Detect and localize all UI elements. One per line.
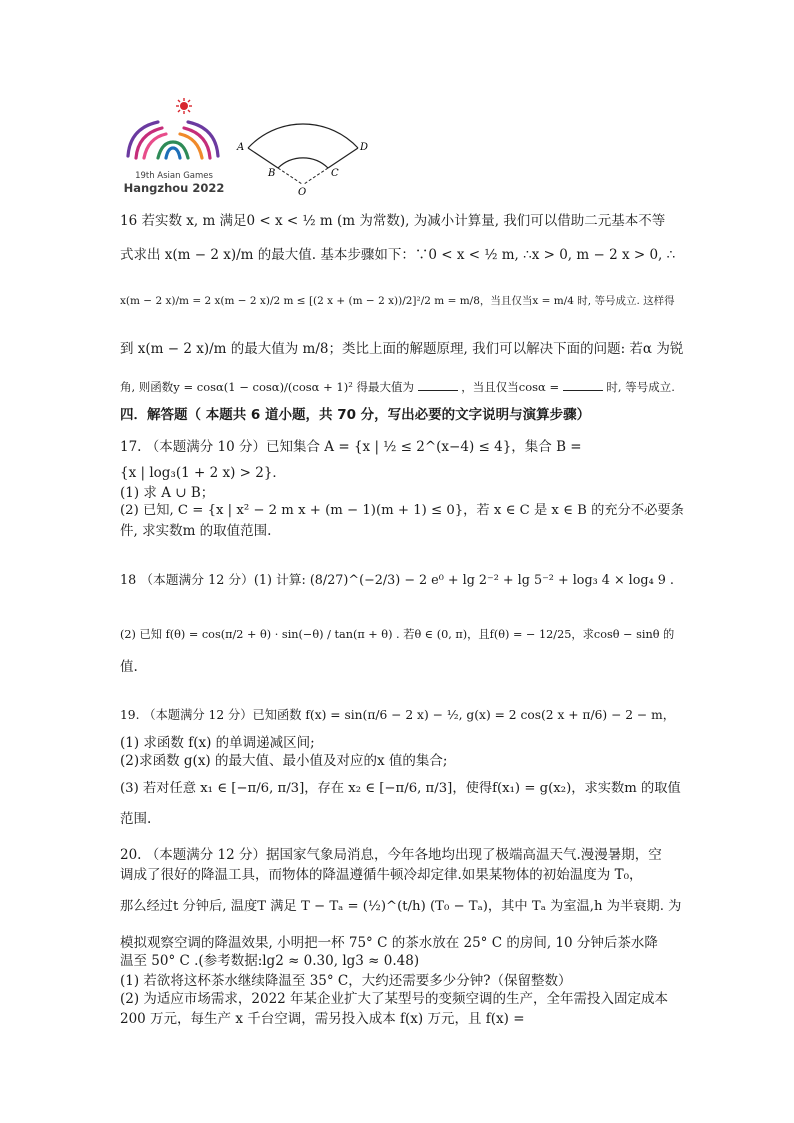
q20-line7: (2) 为适应市场需求，2022 年某企业扩大了某型号的变频空调的生产，全年需投入固定成本 (120, 991, 669, 1007)
point-label-d: D (360, 142, 369, 153)
q18-line2: (2) 已知 f(θ) = cos(π/2 + θ) · sin(−θ) / tan(π + θ) . 若θ ∈ (0, π)，且f(θ) = − 12/25，求cosθ − sinθ 的 (120, 628, 675, 641)
q16-line5-part-a: 角, 则函数y = cosα(1 − cosα)/(cosα + 1)² 得最大值为 (120, 380, 414, 394)
asian-games-logo (118, 98, 230, 198)
q19-line2: (1) 求函数 f(x) 的单调递减区间; (120, 735, 315, 751)
q16-line5-part-c: 时, 等号成立. (606, 380, 675, 394)
answer-blank-2[interactable] (563, 378, 603, 391)
q17-line1: 17. （本题满分 10 分）已知集合 A = {x | ½ ≤ 2^(x−4) ≤ 4}，集合 B = (120, 439, 582, 455)
q20-line5: 温至 50° C .(参考数据:lg2 ≈ 0.30, lg3 ≈ 0.48) (120, 953, 420, 969)
asian-games-emblem-icon (118, 98, 230, 198)
q17-line2: {x | log₃(1 + 2 x) > 2}． (120, 465, 286, 481)
point-label-o: O (298, 187, 307, 198)
q16-line3: x(m − 2 x)/m = 2 x(m − 2 x)/2 m ≤ [(2 x + (m − 2 x))/2]²/2 m = m/8，当且仅当x = m/4 时, 等号成立. 这样得 (120, 295, 675, 307)
sector-figure (232, 98, 372, 198)
point-label-a: A (237, 142, 245, 153)
q20-line4: 模拟观察空调的降温效果, 小明把一杯 75° C 的茶水放在 25° C 的房间, 10 分钟后茶水降 (120, 935, 658, 951)
q17-line3: (1) 求 A ∪ B； (120, 485, 215, 501)
q17-line4: (2) 已知, C = {x | x² − 2 m x + (m − 1)(m + 1) ≤ 0}，若 x ∈ C 是 x ∈ B 的充分不必要条 (120, 503, 684, 518)
q16-line5 (120, 378, 675, 396)
point-label-b: B (268, 168, 276, 179)
point-label-c: C (331, 168, 339, 179)
q20-line3: 那么经过t 分钟后, 温度T 满足 T − Tₐ = (½)^(t/h) (T₀ − Tₐ)，其中 Tₐ 为室温,h 为半衰期. 为 (120, 899, 682, 914)
q16-line4: 到 x(m − 2 x)/m 的最大值为 m/8；类比上面的解题原理, 我们可以解决下面的问题: 若α 为锐 (120, 341, 684, 357)
q20-line2: 调成了很好的降温工具，而物体的降温遵循牛顿冷却定律.如果某物体的初始温度为 T₀， (120, 867, 643, 883)
q20-line6: (1) 若欲将这杯茶水继续降温至 35° C，大约还需要多少分钟?（保留整数） (120, 973, 572, 989)
q20-line8: 200 万元，每生产 x 千台空调，需另投入成本 f(x) 万元，且 f(x) = (120, 1011, 525, 1027)
q17-line5: 件, 求实数m 的取值范围. (120, 523, 272, 539)
q19-line1: 19. （本题满分 12 分）已知函数 f(x) = sin(π/6 − 2 x) − ½, g(x) = 2 cos(2 x + π/6) − 2 − m， (120, 708, 675, 722)
logo-line2: Hangzhou 2022 (123, 181, 225, 195)
q19-line4: (3) 若对任意 x₁ ∈ [−π/6, π/3]，存在 x₂ ∈ [−π/6, π/3]，使得f(x₁) = g(x₂)，求实数m 的取值 (120, 781, 681, 796)
answer-blank-1[interactable] (418, 378, 458, 391)
q19-line3: (2)求函数 g(x) 的最大值、最小值及对应的x 值的集合; (120, 753, 448, 769)
q19-line5: 范围. (120, 811, 152, 827)
q18-line3: 值. (120, 659, 138, 675)
q16-line5-part-b: ，当且仅当cosα = (461, 380, 560, 394)
logo-line1: 19th Asian Games (135, 171, 213, 181)
q20-line1: 20. （本题满分 12 分）据国家气象局消息，今年各地均出现了极端高温天气.漫漫暑期，空 (120, 847, 662, 863)
q16-line2: 式求出 x(m − 2 x)/m 的最大值. 基本步骤如下：∵0 < x < ½ m, ∴x > 0, m − 2 x > 0, ∴ (120, 247, 676, 263)
section-4-heading: 四．解答题（ 本题共 6 道小题，共 70 分，写出必要的文字说明与演算步骤） (120, 407, 591, 423)
q18-line1: 18 （本题满分 12 分）(1) 计算: (8/27)^(−2/3) − 2 e⁰ + lg 2⁻² + lg 5⁻² + log₃ 4 × log₄ 9 . (120, 573, 674, 588)
q16-line1: 16 若实数 x, m 满足0 < x < ½ m (m 为常数), 为减小计算量, 我们可以借助二元基本不等 (120, 213, 666, 229)
